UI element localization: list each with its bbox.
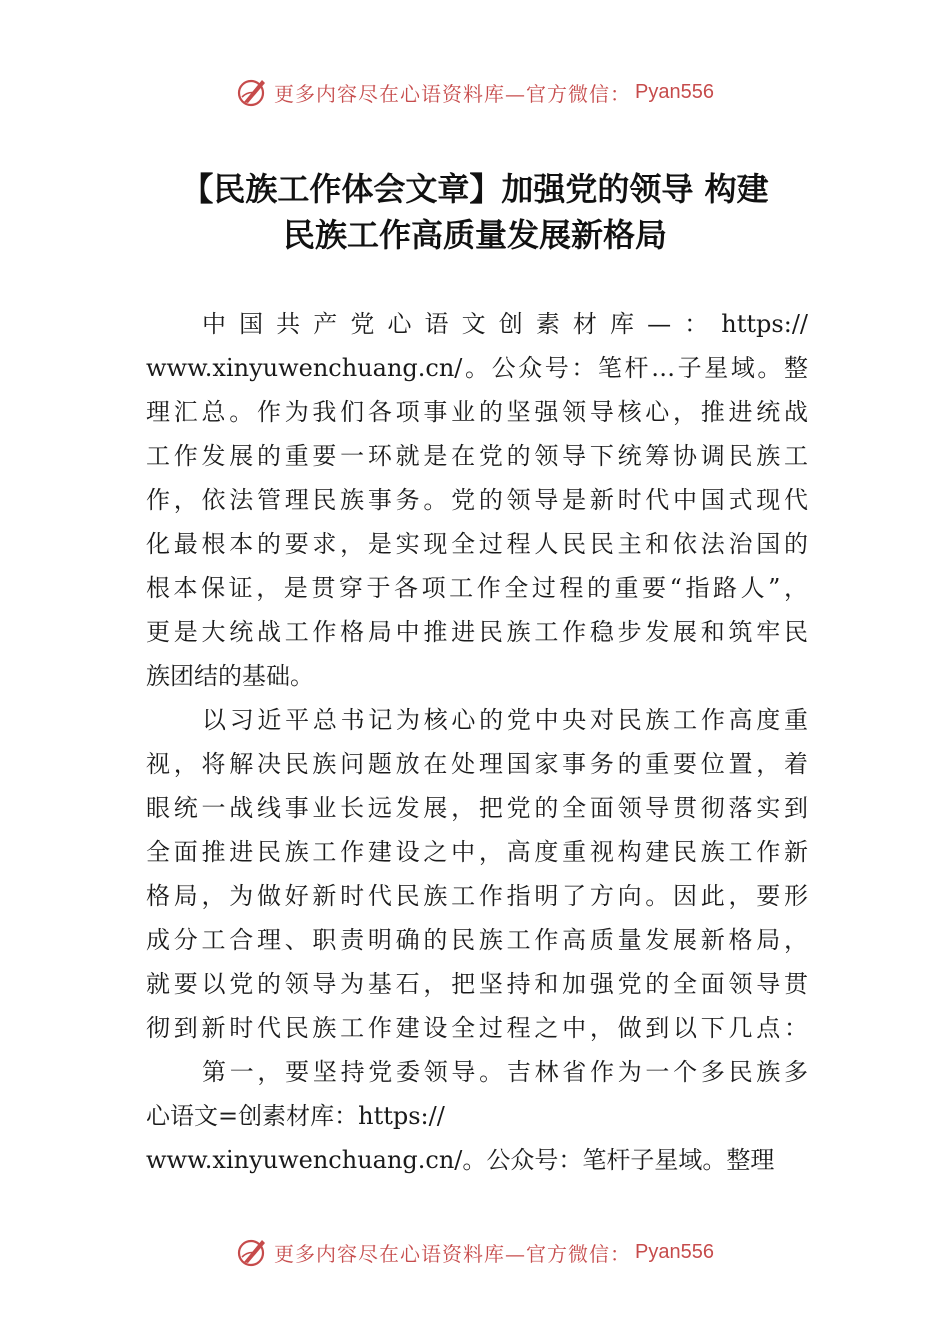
body-line: 工作发展的重要一环就是在党的领导下统筹协调民族工: [146, 442, 808, 470]
header-banner: [0, 72, 950, 112]
document-title-line-1: 【民族工作体会文章】加强党的领导 构建: [181, 170, 769, 208]
body-line: 成分工合理、职责明确的民族工作高质量发展新格局，: [146, 926, 808, 954]
body-line: 作，依法管理民族事务。党的领导是新时代中国式现代: [146, 486, 808, 514]
body-line: 全面推进民族工作建设之中，高度重视构建民族工作新: [146, 838, 808, 866]
body-line: www.xinyuwenchuang.cn/。公众号：笔杆子星域。整理: [146, 1146, 775, 1174]
red-quill-circle-icon: [236, 75, 270, 109]
footer-banner-wechat-id: Pyan556: [635, 1240, 714, 1263]
footer-banner: [0, 1232, 950, 1272]
body-line: 以习近平总书记为核心的党中央对民族工作高度重: [202, 706, 808, 734]
document-body: [146, 302, 808, 1182]
body-line: 更是大统战工作格局中推进民族工作稳步发展和筑牢民: [146, 618, 808, 646]
body-line: 中国共产党心语文创素材库—：https://: [202, 310, 808, 338]
body-line: 心语文=创素材库：https://: [146, 1102, 445, 1130]
body-line: 族团结的基础。: [146, 662, 314, 690]
body-line: 格局，为做好新时代民族工作指明了方向。因此，要形: [146, 882, 808, 910]
footer-banner-text: 更多内容尽在心语资料库—官方微信：: [274, 1241, 632, 1266]
header-banner-wechat-id: Pyan556: [635, 80, 714, 103]
document-title: [100, 166, 850, 258]
red-quill-circle-icon: [236, 1235, 270, 1269]
body-line: www.xinyuwenchuang.cn/。公众号：笔杆…子星域。整: [146, 354, 808, 382]
body-line: 根本保证，是贯穿于各项工作全过程的重要“指路人”，: [146, 574, 808, 602]
body-line: 理汇总。作为我们各项事业的坚强领导核心，推进统战: [146, 398, 808, 426]
body-line: 彻到新时代民族工作建设全过程之中，做到以下几点：: [146, 1014, 808, 1042]
body-line: 第一，要坚持党委领导。吉林省作为一个多民族多: [202, 1058, 808, 1086]
header-banner-text: 更多内容尽在心语资料库—官方微信：: [274, 81, 632, 106]
body-line: 视，将解决民族问题放在处理国家事务的重要位置，着: [146, 750, 808, 778]
document-title-line-2: 民族工作高质量发展新格局: [282, 216, 667, 254]
body-line: 眼统一战线事业长远发展，把党的全面领导贯彻落实到: [146, 794, 808, 822]
body-line: 化最根本的要求，是实现全过程人民民主和依法治国的: [146, 530, 808, 558]
body-line: 就要以党的领导为基石，把坚持和加强党的全面领导贯: [146, 970, 808, 998]
